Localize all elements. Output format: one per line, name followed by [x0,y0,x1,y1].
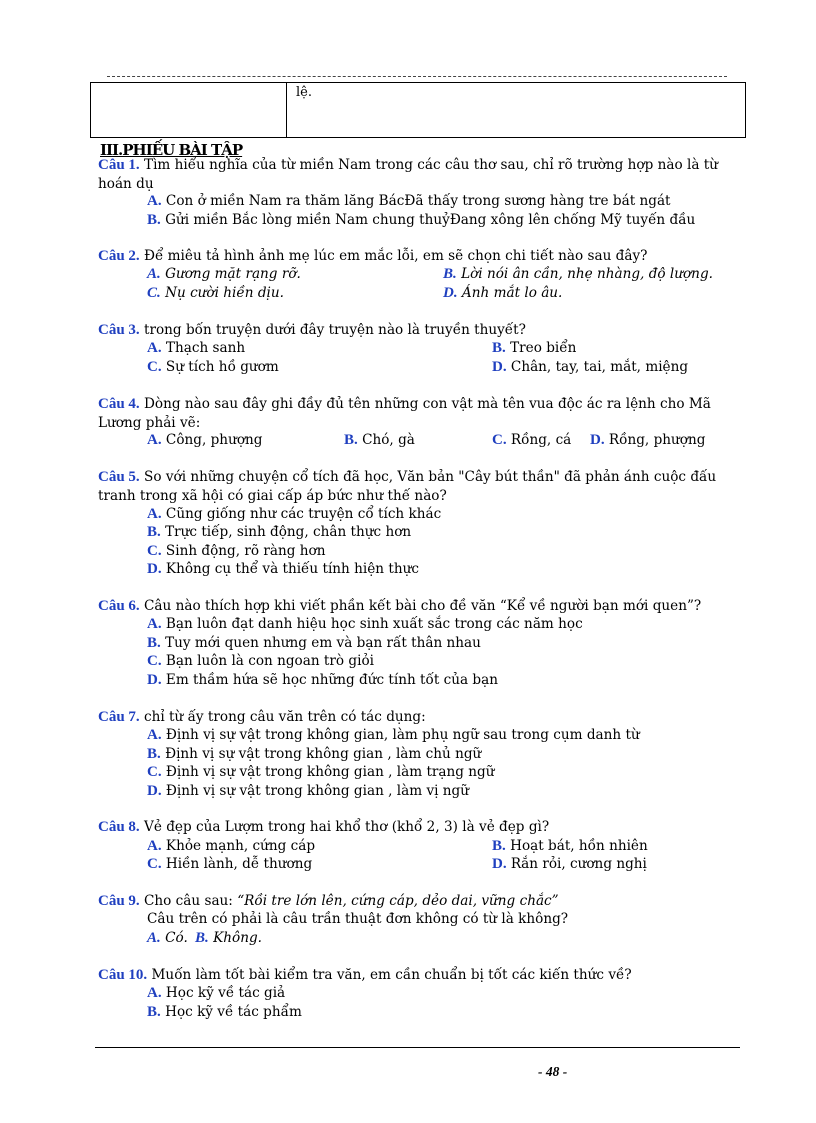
question-1 [98,156,738,193]
option: A. Học kỹ về tác giả [147,985,286,1001]
question-text: Câu nào thích hợp khi viết phần kết bài cho đề văn “Kể về người bạn mới quen”? [144,598,702,614]
option: B. Chó, gà [344,432,415,448]
option: D. Chân, tay, tai, mắt, miệng [492,359,689,375]
option: A. Con ở miền Nam ra thăm lăng BácĐã thấy trong sương hàng tre bát ngát [147,193,671,209]
option: B. Học kỹ về tác phẩm [147,1004,302,1020]
question-subtext: Câu trên có phải là câu trần thuật đơn không có từ là không? [147,911,569,927]
question-number: Câu 7. [98,709,140,725]
section-title: III.PHIẾU BÀI TẬP [100,141,243,159]
option: B. Không. [195,930,262,946]
question-text: chỉ từ ấy trong câu văn trên có tác dụng: [144,709,426,725]
option: C. Sự tích hồ gươm [147,359,279,375]
question-3 [98,321,738,340]
question-number: Câu 8. [98,819,140,835]
question-text: Muốn làm tốt bài kiểm tra văn, em cần chuẩn bị tốt các kiến thức về? [151,967,632,983]
option: A. Thạch sanh [147,340,246,356]
option: D. Rắn rỏi, cương nghị [492,856,647,872]
table-divider [286,83,287,137]
question-7 [98,708,738,727]
option: C. Định vị sự vật trong không gian , làm trạng ngữ [147,764,495,780]
question-text: Để miêu tả hình ảnh mẹ lúc em mắc lỗi, em sẽ chọn chi tiết nào sau đây? [144,248,648,264]
option: A. Bạn luôn đạt danh hiệu học sinh xuất sắc trong các năm học [147,616,583,632]
option: A. Cũng giống như các truyện cổ tích khác [147,506,442,522]
question-number: Câu 6. [98,598,140,614]
question-text: Tìm hiểu nghĩa của từ miền Nam trong các câu thơ sau, chỉ rõ trường hợp nào là từ hoán dụ [98,157,718,192]
option: C. Rồng, cá [492,432,572,448]
option: B. Định vị sự vật trong không gian , làm chủ ngữ [147,746,482,762]
option: B. Treo biển [492,340,577,356]
question-2 [98,247,738,266]
question-text: Vẻ đẹp của Lượm trong hai khổ thơ (khổ 2, 3) là vẻ đẹp gì? [144,819,550,835]
question-9 [98,892,738,911]
top-table [90,82,746,138]
option: C. Sinh động, rõ ràng hơn [147,543,326,559]
question-text: So với những chuyện cổ tích đã học, Văn bản "Cây bút thần" đã phản ánh cuộc đấu tranh trong xã hội có giai cấp áp bức như thế nào? [98,469,717,504]
question-quote: “Rồi tre lớn lên, cứng cáp, dẻo dai, vững chắc” [237,893,559,909]
option: D. Định vị sự vật trong không gian , làm vị ngữ [147,783,470,799]
option: D. Không cụ thể và thiếu tính hiện thực [147,561,419,577]
question-8 [98,818,738,837]
question-text: trong bốn truyện dưới đây truyện nào là truyền thuyết? [144,322,526,338]
option: A. Công, phượng [147,432,263,448]
question-6 [98,597,738,616]
option: B. Lời nói ân cần, nhẹ nhàng, độ lượng. [443,266,713,282]
question-number: Câu 10. [98,967,148,983]
question-number: Câu 5. [98,469,140,485]
option: A. Có. [147,930,188,946]
question-10 [98,966,738,985]
question-4 [98,395,738,432]
option: A. Khỏe mạnh, cứng cáp [147,838,316,854]
question-number: Câu 1. [98,157,140,173]
question-number: Câu 3. [98,322,140,338]
footer-rule [95,1047,740,1048]
option: D. Em thầm hứa sẽ học những đức tính tốt của bạn [147,672,498,688]
table-cell-text: lệ. [296,85,312,100]
option: D. Ánh mắt lo âu. [443,285,563,301]
option: C. Bạn luôn là con ngoan trò giỏi [147,653,374,669]
question-number: Câu 9. [98,893,140,909]
question-text: Cho câu sau: [144,893,233,909]
page-number: - 48 - [538,1064,568,1079]
question-text: Dòng nào sau đây ghi đầy đủ tên những con vật mà tên vua độc ác ra lệnh cho Mã Lương phải vẽ: [98,396,711,431]
option: D. Rồng, phượng [590,432,706,448]
header-rule [107,76,727,77]
option: B. Trực tiếp, sinh động, chân thực hơn [147,524,412,540]
question-number: Câu 4. [98,396,140,412]
option: C. Hiền lành, dễ thương [147,856,313,872]
option: B. Hoạt bát, hồn nhiên [492,838,648,854]
option: B. Tuy mới quen nhưng em và bạn rất thân nhau [147,635,481,651]
option: A. Định vị sự vật trong không gian, làm phụ ngữ sau trong cụm danh từ [147,727,640,743]
option: C. Nụ cười hiền dịu. [147,285,284,301]
option: A. Gương mặt rạng rỡ. [147,266,301,282]
question-number: Câu 2. [98,248,140,264]
question-5 [98,468,738,505]
option: B. Gửi miền Bắc lòng miền Nam chung thuỷĐang xông lên chống Mỹ tuyến đầu [147,212,696,228]
